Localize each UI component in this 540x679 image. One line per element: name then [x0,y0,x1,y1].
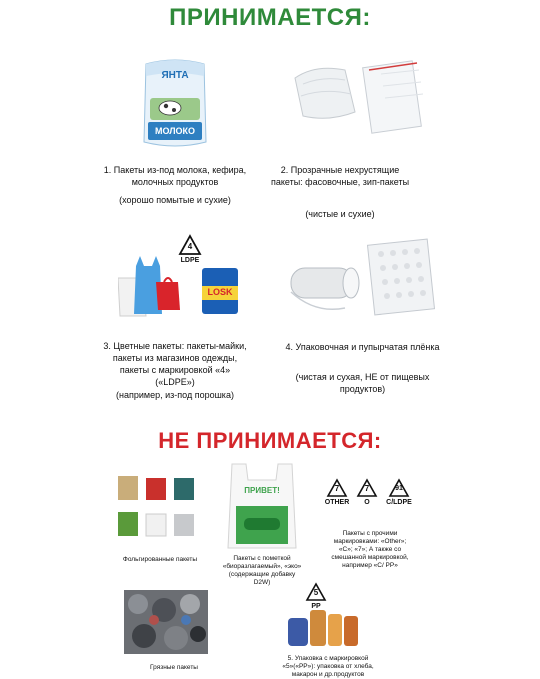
rejected-title: НЕ ПРИНИМАЕТСЯ: [158,428,382,453]
accepted-item-2-note: (чистые и сухие) [305,209,375,219]
pp-code-label: PP [311,603,321,610]
ldpe-code-label: LDPE [180,257,200,264]
accepted-item-3-text: 3. Цветные пакеты: пакеты-майки, пакеты из магазинов одежды, пакеты с маркировкой «4» («LDPE») [103,341,247,387]
stretch-film-icon [285,238,435,320]
accepted-item-4-text: 4. Упаковочная и пупырчатая плёнка [285,342,440,352]
pp-code-number: 5 [313,588,319,597]
milk-brand-bottom: МОЛОКО [154,126,196,136]
accepted-item-1-text: 1. Пакеты из-под молока, кефира, молочных продуктов [103,165,247,187]
rejected-item-codes-text: Пакеты с прочими маркировками: «Other»; «C»; «7»; А также со смешанной маркировкой, например «C/ PP» [331,530,409,569]
rejected-item-foil-text: Фольгированные пакеты [122,556,198,563]
recycle-code-o [354,478,380,514]
clear-bags-icon [285,56,425,140]
accepted-item-4-note: (чистая и сухая, НЕ от пищевых продуктов) [295,372,430,394]
recycle-ldpe-icon [176,234,204,264]
milk-package-icon [140,56,210,150]
code-o-label: O [364,499,370,506]
milk-brand-top: ЯНТА [161,70,189,81]
losk-brand: LOSK [207,287,233,297]
accepted-item-2-text: 2. Прозрачные нехрустящие пакеты: фасовочные, зип-пакеты [270,165,410,187]
code-other-number: 7 [334,484,340,493]
code-cldpe-number: 91 [395,485,403,492]
recycling-codes-icon [324,478,414,514]
rejected-item-bio-text: Пакеты с пометкой «биоразлагаемый», «эко» (содержащие добавку D2W) [222,555,302,586]
bag-greeting-text: ПРИВЕТ! [244,486,280,495]
code-cldpe-label: C/LDPE [386,499,412,506]
recycle-code-other [324,478,350,514]
code-o-number: 7 [364,484,370,493]
foil-packages-icon [116,474,198,542]
accepted-title: ПРИНИМАЕТСЯ: [169,4,371,31]
bread-packages-icon [286,604,360,648]
dirty-bags-icon [124,590,208,654]
biodegradable-bag-icon [226,460,298,552]
ldpe-code-number: 4 [187,242,193,251]
recycle-code-cldpe [384,478,414,514]
accepted-item-1-note: (хорошо помытые и сухие) [119,195,231,205]
code-other-label: OTHER [324,499,350,506]
accepted-item-3-note: (например, из-под порошка) [116,390,234,400]
rejected-item-dirty-text: Грязные пакеты [150,664,198,671]
rejected-item-bread-text: 5. Упаковка с маркировкой «5»(«PP»): упаковка от хлеба, макарон и др.продуктов [282,655,374,678]
